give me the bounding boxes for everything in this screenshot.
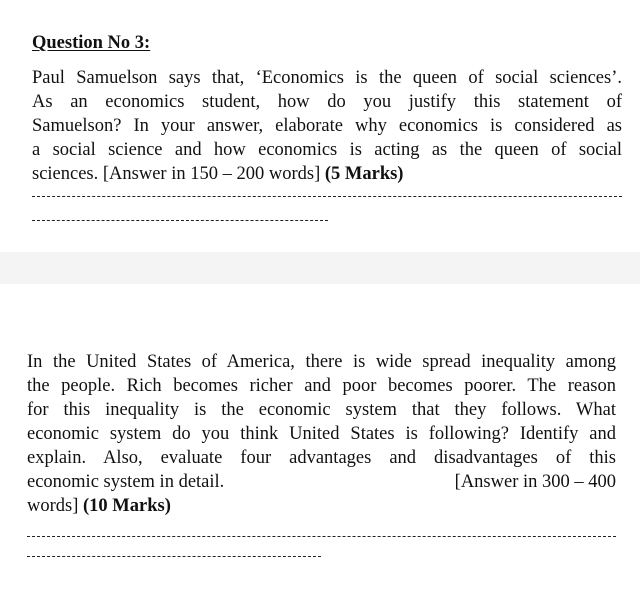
question-4-line: In the United States of America, there is wide spread inequality among — [27, 352, 616, 372]
question-4-last-text: words] — [27, 496, 84, 516]
question-3-line: As an economics student, how do you justify this statement of — [32, 92, 622, 112]
question-3-answer-length: sciences. [Answer in 150 – 200 words] — [32, 164, 325, 184]
answer-line — [27, 556, 321, 557]
question-4-panel — [0, 284, 640, 597]
question-4-line: for this inequality is the economic system that they follows. What — [27, 400, 616, 420]
question-3-panel — [0, 0, 640, 252]
question-4-line: the people. Rich becomes richer and poor becomes poorer. The reason — [27, 376, 616, 396]
question-3-marks: (5 Marks) — [324, 164, 404, 184]
question-3-line: a social science and how economics is acting as the queen of social — [32, 140, 622, 160]
question-4-answer-length: [Answer in 300 – 400 — [454, 472, 616, 492]
answer-line — [27, 536, 616, 537]
question-4-last-line — [27, 494, 616, 518]
question-4-text — [27, 350, 616, 518]
question-4-line — [27, 470, 616, 494]
section-divider — [0, 252, 640, 284]
question-4-line: economic system do you think United States is following? Identify and — [27, 424, 616, 444]
question-3-line: Paul Samuelson says that, ‘Economics is the queen of social sciences’. — [32, 68, 622, 88]
answer-line — [32, 220, 328, 221]
question-3-line: Samuelson? In your answer, elaborate why economics is considered as — [32, 116, 622, 136]
question-4-marks: (10 Marks) — [83, 496, 171, 516]
question-4-line: explain. Also, evaluate four advantages and disadvantages of this — [27, 448, 616, 468]
answer-line — [32, 196, 622, 197]
question-4-line-6-left: economic system in detail. — [27, 472, 225, 492]
question-3-last-line — [32, 162, 622, 186]
question-3-text — [32, 66, 622, 186]
question-3-heading: Question No 3: — [32, 33, 151, 53]
